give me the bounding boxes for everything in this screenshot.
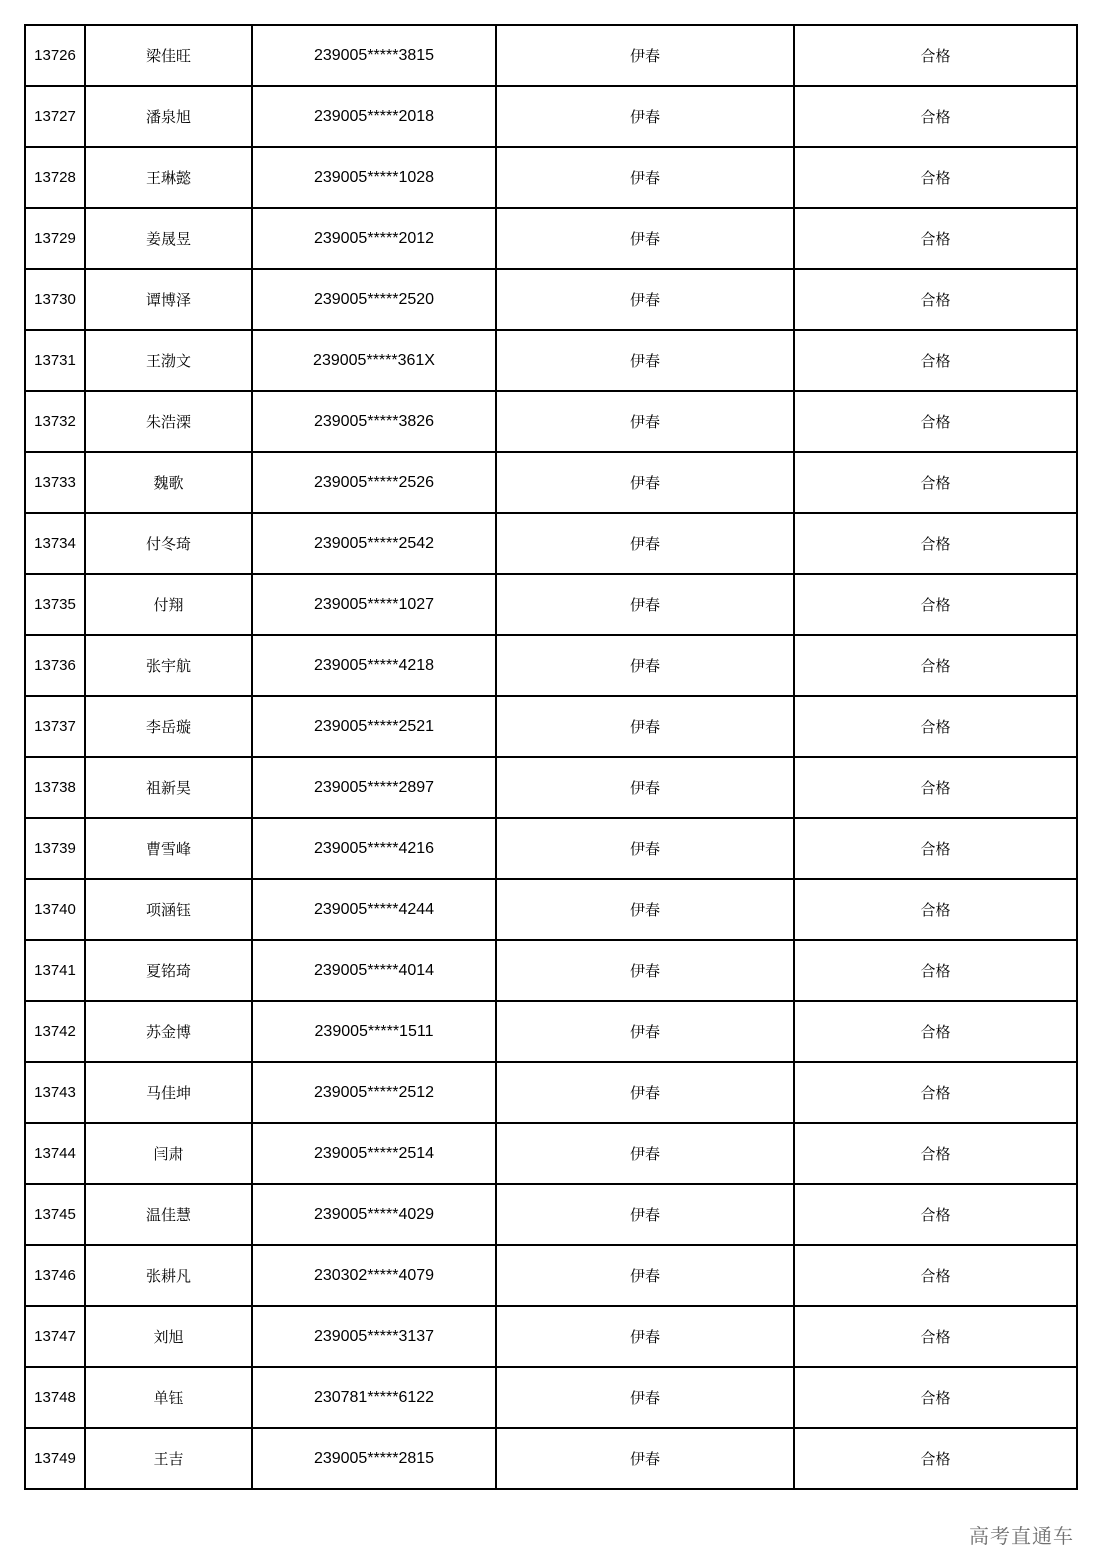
cell-seq-number: 13743 xyxy=(25,1062,85,1123)
cell-candidate-name: 王渤文 xyxy=(85,330,252,391)
cell-result: 合格 xyxy=(794,1367,1077,1428)
cell-id-number: 239005*****2815 xyxy=(252,1428,496,1489)
cell-region: 伊春 xyxy=(496,208,794,269)
cell-seq-number: 13749 xyxy=(25,1428,85,1489)
cell-region: 伊春 xyxy=(496,25,794,86)
cell-seq-number: 13739 xyxy=(25,818,85,879)
cell-region: 伊春 xyxy=(496,147,794,208)
table-row xyxy=(25,635,1077,696)
cell-result: 合格 xyxy=(794,574,1077,635)
cell-region: 伊春 xyxy=(496,696,794,757)
cell-candidate-name: 潘泉旭 xyxy=(85,86,252,147)
table-row xyxy=(25,1367,1077,1428)
cell-candidate-name: 闫肃 xyxy=(85,1123,252,1184)
table-row xyxy=(25,1062,1077,1123)
cell-id-number: 239005*****2521 xyxy=(252,696,496,757)
table-row xyxy=(25,757,1077,818)
cell-candidate-name: 祖新昊 xyxy=(85,757,252,818)
cell-region: 伊春 xyxy=(496,269,794,330)
cell-id-number: 239005*****3826 xyxy=(252,391,496,452)
results-table xyxy=(24,24,1078,1490)
cell-candidate-name: 姜晟昱 xyxy=(85,208,252,269)
cell-seq-number: 13735 xyxy=(25,574,85,635)
cell-seq-number: 13745 xyxy=(25,1184,85,1245)
cell-seq-number: 13742 xyxy=(25,1001,85,1062)
cell-seq-number: 13732 xyxy=(25,391,85,452)
cell-seq-number: 13727 xyxy=(25,86,85,147)
cell-seq-number: 13734 xyxy=(25,513,85,574)
cell-result: 合格 xyxy=(794,269,1077,330)
table-row xyxy=(25,696,1077,757)
table-row xyxy=(25,147,1077,208)
cell-result: 合格 xyxy=(794,391,1077,452)
cell-region: 伊春 xyxy=(496,757,794,818)
cell-seq-number: 13740 xyxy=(25,879,85,940)
cell-id-number: 239005*****3815 xyxy=(252,25,496,86)
table-row xyxy=(25,452,1077,513)
cell-result: 合格 xyxy=(794,330,1077,391)
table-row xyxy=(25,1184,1077,1245)
cell-result: 合格 xyxy=(794,1123,1077,1184)
table-row xyxy=(25,1245,1077,1306)
cell-candidate-name: 苏金博 xyxy=(85,1001,252,1062)
cell-region: 伊春 xyxy=(496,330,794,391)
cell-id-number: 239005*****1511 xyxy=(252,1001,496,1062)
results-table-body xyxy=(25,25,1077,1489)
table-row xyxy=(25,25,1077,86)
cell-candidate-name: 付翔 xyxy=(85,574,252,635)
cell-region: 伊春 xyxy=(496,1184,794,1245)
table-row xyxy=(25,86,1077,147)
cell-region: 伊春 xyxy=(496,1367,794,1428)
cell-region: 伊春 xyxy=(496,1428,794,1489)
cell-region: 伊春 xyxy=(496,818,794,879)
cell-candidate-name: 项涵钰 xyxy=(85,879,252,940)
cell-seq-number: 13741 xyxy=(25,940,85,1001)
cell-id-number: 239005*****4014 xyxy=(252,940,496,1001)
watermark-text: 高考直通车 xyxy=(969,1520,1074,1549)
cell-id-number: 230302*****4079 xyxy=(252,1245,496,1306)
table-row xyxy=(25,1001,1077,1062)
cell-id-number: 239005*****1028 xyxy=(252,147,496,208)
cell-id-number: 230781*****6122 xyxy=(252,1367,496,1428)
cell-region: 伊春 xyxy=(496,86,794,147)
table-row xyxy=(25,269,1077,330)
cell-seq-number: 13747 xyxy=(25,1306,85,1367)
cell-candidate-name: 王吉 xyxy=(85,1428,252,1489)
cell-seq-number: 13730 xyxy=(25,269,85,330)
cell-candidate-name: 梁佳旺 xyxy=(85,25,252,86)
table-row xyxy=(25,818,1077,879)
cell-id-number: 239005*****2897 xyxy=(252,757,496,818)
cell-candidate-name: 温佳慧 xyxy=(85,1184,252,1245)
table-row xyxy=(25,1428,1077,1489)
cell-region: 伊春 xyxy=(496,1123,794,1184)
cell-result: 合格 xyxy=(794,1428,1077,1489)
cell-candidate-name: 张宇航 xyxy=(85,635,252,696)
cell-region: 伊春 xyxy=(496,1306,794,1367)
cell-id-number: 239005*****4218 xyxy=(252,635,496,696)
cell-seq-number: 13738 xyxy=(25,757,85,818)
cell-region: 伊春 xyxy=(496,574,794,635)
cell-candidate-name: 曹雪峰 xyxy=(85,818,252,879)
cell-result: 合格 xyxy=(794,1062,1077,1123)
cell-id-number: 239005*****2526 xyxy=(252,452,496,513)
cell-region: 伊春 xyxy=(496,1062,794,1123)
cell-result: 合格 xyxy=(794,208,1077,269)
cell-candidate-name: 马佳坤 xyxy=(85,1062,252,1123)
cell-result: 合格 xyxy=(794,1245,1077,1306)
table-row xyxy=(25,574,1077,635)
cell-id-number: 239005*****3137 xyxy=(252,1306,496,1367)
table-row xyxy=(25,879,1077,940)
table-row xyxy=(25,330,1077,391)
cell-result: 合格 xyxy=(794,1001,1077,1062)
cell-region: 伊春 xyxy=(496,635,794,696)
cell-region: 伊春 xyxy=(496,452,794,513)
table-row xyxy=(25,391,1077,452)
cell-result: 合格 xyxy=(794,147,1077,208)
cell-seq-number: 13746 xyxy=(25,1245,85,1306)
cell-candidate-name: 夏铭琦 xyxy=(85,940,252,1001)
cell-candidate-name: 李岳璇 xyxy=(85,696,252,757)
cell-result: 合格 xyxy=(794,1306,1077,1367)
cell-candidate-name: 张耕凡 xyxy=(85,1245,252,1306)
cell-id-number: 239005*****2018 xyxy=(252,86,496,147)
cell-id-number: 239005*****361X xyxy=(252,330,496,391)
cell-region: 伊春 xyxy=(496,1001,794,1062)
cell-result: 合格 xyxy=(794,513,1077,574)
cell-region: 伊春 xyxy=(496,940,794,1001)
cell-candidate-name: 刘旭 xyxy=(85,1306,252,1367)
cell-seq-number: 13744 xyxy=(25,1123,85,1184)
table-row xyxy=(25,208,1077,269)
cell-result: 合格 xyxy=(794,818,1077,879)
cell-candidate-name: 付冬琦 xyxy=(85,513,252,574)
cell-result: 合格 xyxy=(794,452,1077,513)
cell-result: 合格 xyxy=(794,940,1077,1001)
cell-id-number: 239005*****4216 xyxy=(252,818,496,879)
cell-id-number: 239005*****2542 xyxy=(252,513,496,574)
cell-candidate-name: 王琳懿 xyxy=(85,147,252,208)
cell-result: 合格 xyxy=(794,757,1077,818)
cell-result: 合格 xyxy=(794,635,1077,696)
cell-id-number: 239005*****2520 xyxy=(252,269,496,330)
cell-seq-number: 13729 xyxy=(25,208,85,269)
cell-seq-number: 13737 xyxy=(25,696,85,757)
cell-seq-number: 13748 xyxy=(25,1367,85,1428)
cell-seq-number: 13726 xyxy=(25,25,85,86)
cell-result: 合格 xyxy=(794,1184,1077,1245)
cell-id-number: 239005*****2514 xyxy=(252,1123,496,1184)
cell-result: 合格 xyxy=(794,25,1077,86)
cell-region: 伊春 xyxy=(496,1245,794,1306)
cell-seq-number: 13731 xyxy=(25,330,85,391)
cell-id-number: 239005*****4244 xyxy=(252,879,496,940)
table-row xyxy=(25,1306,1077,1367)
cell-id-number: 239005*****4029 xyxy=(252,1184,496,1245)
cell-seq-number: 13736 xyxy=(25,635,85,696)
table-row xyxy=(25,513,1077,574)
cell-candidate-name: 单钰 xyxy=(85,1367,252,1428)
table-row xyxy=(25,1123,1077,1184)
cell-result: 合格 xyxy=(794,879,1077,940)
cell-id-number: 239005*****1027 xyxy=(252,574,496,635)
cell-region: 伊春 xyxy=(496,879,794,940)
table-row xyxy=(25,940,1077,1001)
cell-region: 伊春 xyxy=(496,513,794,574)
cell-id-number: 239005*****2512 xyxy=(252,1062,496,1123)
cell-candidate-name: 谭博泽 xyxy=(85,269,252,330)
cell-result: 合格 xyxy=(794,696,1077,757)
cell-id-number: 239005*****2012 xyxy=(252,208,496,269)
cell-result: 合格 xyxy=(794,86,1077,147)
cell-region: 伊春 xyxy=(496,391,794,452)
cell-candidate-name: 朱浩溧 xyxy=(85,391,252,452)
cell-seq-number: 13728 xyxy=(25,147,85,208)
cell-candidate-name: 魏歌 xyxy=(85,452,252,513)
cell-seq-number: 13733 xyxy=(25,452,85,513)
